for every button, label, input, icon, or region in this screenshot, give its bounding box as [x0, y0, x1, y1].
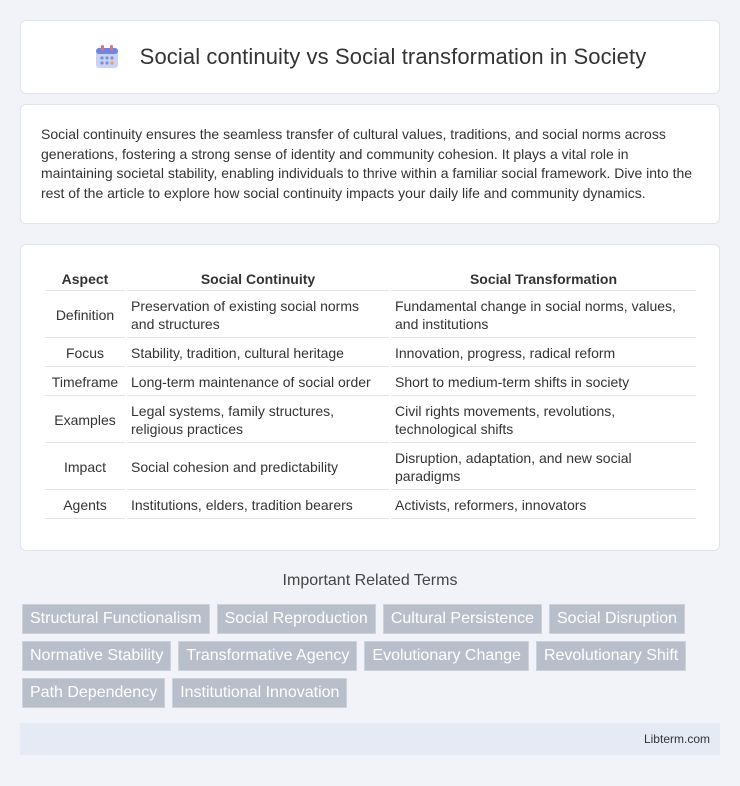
term-tag-social-disruption[interactable]: Social Disruption	[549, 604, 685, 634]
term-tag-social-reproduction[interactable]: Social Reproduction	[217, 604, 376, 634]
cell-aspect: Definition	[45, 293, 125, 338]
term-tag-transformative-agency[interactable]: Transformative Agency	[178, 641, 357, 671]
cell-continuity: Legal systems, family structures, religious practices	[127, 398, 389, 443]
cell-aspect: Impact	[45, 445, 125, 490]
cell-transformation: Disruption, adaptation, and new social paradigms	[391, 445, 696, 490]
header-continuity: Social Continuity	[127, 267, 389, 291]
term-tag-institutional-innovation[interactable]: Institutional Innovation	[172, 678, 347, 708]
table-row	[45, 445, 696, 490]
table-row	[45, 369, 696, 396]
term-tag-cultural-persistence[interactable]: Cultural Persistence	[383, 604, 542, 634]
table-row	[45, 340, 696, 367]
term-tag-evolutionary-change[interactable]: Evolutionary Change	[364, 641, 529, 671]
calendar-icon	[94, 44, 120, 70]
cell-transformation: Short to medium-term shifts in society	[391, 369, 696, 396]
cell-continuity: Preservation of existing social norms and structures	[127, 293, 389, 338]
cell-continuity: Institutions, elders, tradition bearers	[127, 492, 389, 519]
term-tag-revolutionary-shift[interactable]: Revolutionary Shift	[536, 641, 686, 671]
cell-aspect: Agents	[45, 492, 125, 519]
cell-aspect: Examples	[45, 398, 125, 443]
table-row	[45, 293, 696, 338]
cell-transformation: Fundamental change in social norms, values, and institutions	[391, 293, 696, 338]
header-card	[20, 20, 720, 94]
cell-continuity: Long-term maintenance of social order	[127, 369, 389, 396]
comparison-card	[20, 244, 720, 551]
related-terms-title: Important Related Terms	[282, 572, 458, 589]
header-aspect: Aspect	[45, 267, 125, 291]
term-tag-normative-stability[interactable]: Normative Stability	[22, 641, 171, 671]
term-tag-structural-functionalism[interactable]: Structural Functionalism	[22, 604, 210, 634]
cell-aspect: Focus	[45, 340, 125, 367]
header-transformation: Social Transformation	[391, 267, 696, 291]
cell-aspect: Timeframe	[45, 369, 125, 396]
intro-card	[20, 104, 720, 224]
comparison-table	[43, 265, 698, 521]
term-tag-path-dependency[interactable]: Path Dependency	[22, 678, 165, 708]
table-header-row	[45, 267, 696, 291]
cell-transformation: Activists, reformers, innovators	[391, 492, 696, 519]
page-title: Social continuity vs Social transformation in Society	[139, 44, 647, 69]
footer	[20, 723, 720, 755]
table-row	[45, 398, 696, 443]
intro-text: Social continuity ensures the seamless transfer of cultural values, traditions, and social norms across generations, fostering a strong sense of identity and community cohesion. It plays a vital role in maintaining societal stability, enabling individuals to thrive within a familiar social framework. Dive into the rest of the article to explore how social continuity impacts your daily life and community dynamics.	[41, 126, 693, 201]
cell-continuity: Social cohesion and predictability	[127, 445, 389, 490]
footer-site-link[interactable]: Libterm.com	[643, 732, 710, 746]
cell-transformation: Innovation, progress, radical reform	[391, 340, 696, 367]
related-terms-list	[22, 604, 722, 715]
cell-transformation: Civil rights movements, revolutions, technological shifts	[391, 398, 696, 443]
cell-continuity: Stability, tradition, cultural heritage	[127, 340, 389, 367]
table-row	[45, 492, 696, 519]
